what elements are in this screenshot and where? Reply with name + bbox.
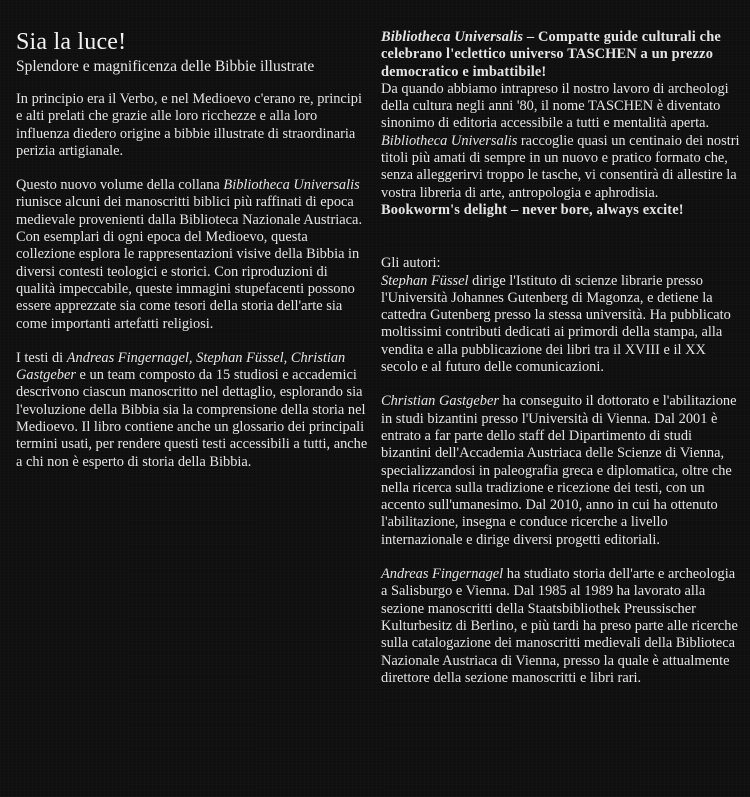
right-column [381, 0, 743, 687]
texts-post: e un team composto da 15 studiosi e accademici descrivono ciascun manoscritto nel dettaglio, esplorando sia l'evoluzione della Bibbia sia la comprensione della storia nel Medioevo. Il libro contiene anche un glossario dei principali termini usati, per rendere questi testi accessibili a tutti, anche a chi non è esperto di storia della Bibbia. [16, 367, 368, 470]
author-name: Christian Gastgeber [381, 393, 499, 410]
author-bio-text: dirige l'Istituto di scienze librarie presso l'Università Johannes Gutenberg di Magonza, e detiene la cattedra Gutenberg presso la stessa università. Ha pubblicato moltissimi contributi dedicati ai primordi della stampa, alla vendita e alla pubblicazione dei libri tra il XVIII e il XX secolo e al futuro delle comunicazioni. [381, 272, 731, 376]
promo-body-post: raccoglie quasi un centinaio dei nostri titoli più amati di sempre in un nuovo e pratico formato che, senza alleggerirvi troppo le tasche, vi consentirà di allestire la vostra libreria di arte, antropologia e aphrodisia. [381, 132, 740, 201]
volume-paragraph [16, 177, 368, 333]
author-name: Andreas Fingernagel [381, 566, 504, 583]
volume-text-pre: Questo nuovo volume della collana [16, 177, 224, 194]
authors-list: Andreas Fingernagel, Stephan Füssel, Christian Gastgeber [16, 349, 346, 384]
author-bio-text: ha studiato storia dell'arte e archeologia a Salisburgo e Vienna. Dal 1985 al 1989 ha lavorato alla sezione manoscritti della Staatsbibliothek Preussischer Kulturbesitz di Berlino, e più tardi ha preso parte alle ricerche sulla catalogazione dei manoscritti medievali della Biblioteca Nazionale Austriaca di Vienna, presso la quale è attualmente direttore della sezione manoscritti e libri rari. [381, 566, 738, 686]
promo-slogan: Bookworm's delight – never bore, always excite! [381, 201, 684, 218]
author-bio-text: ha conseguito il dottorato e l'abilitazione in studi bizantini presso l'Università di Vienna. Dal 2001 è entrato a far parte dello staff del Dipartimento di studi bizantini dell'Accademia Austriaca delle Scienze di Vienna, specializzandosi in paleografia greca e diplomatica, oltre che nella ricerca sulla tradizione e ricezione dei testi, con un accento sull'umanesimo. Dal 2010, anno in cui ha ottenuto l'abilitazione, insegna e conduce ricerche a livello internazionale e dirige diversi progetti editoriali. [381, 393, 737, 548]
author-bio [381, 566, 743, 687]
texts-pre: I testi di [16, 349, 67, 366]
book-title: Sia la luce! [16, 29, 127, 55]
volume-text-post: riunisce alcuni dei manoscritti biblici più raffinati di epoca medievale provenienti dalla Biblioteca Nazionale Austriaca. Con esemplari di ogni epoca del Medioevo, questa collezione esplora le rappresentazioni visive della Bibbia in diversi contesti teologici e storici. Con riproduzioni di qualità impeccabile, queste immagini stupefacenti possono essere apprezzate sia come tesori della storia dell'arte sia come importanti artefatti religiosi. [16, 194, 363, 332]
series-name: Bibliotheca Universalis [223, 177, 360, 194]
promo-body-series: Bibliotheca Universalis [381, 132, 518, 149]
author-bio [381, 273, 743, 377]
intro-paragraph: In principio era il Verbo, e nel Medioevo c'erano re, principi e alti prelati che grazie alle loro ricchezze e alla loro influenza diedero origine a bibbie illustrate di straordinaria perizia artigianale. [16, 91, 362, 159]
promo-paragraph [381, 29, 743, 219]
promo-headline: – Compatte guide culturali che celebrano l'eclettico universo TASCHEN a un prezzo democratico e imbattibile! [381, 29, 721, 80]
authors-heading: Gli autori: [381, 255, 441, 272]
author-bio [381, 393, 743, 549]
texts-paragraph [16, 350, 368, 471]
book-subtitle: Splendore e magnificenza delle Bibbie illustrate [16, 58, 315, 75]
left-column [16, 0, 368, 471]
promo-body-pre: Da quando abbiamo intrapreso il nostro lavoro di archeologi della cultura negli anni '80, il nome TASCHEN è diventato sinonimo di editoria accessibile a tutti e mentalità aperta. [381, 80, 729, 132]
promo-series-name: Bibliotheca Universalis [381, 29, 524, 45]
author-name: Stephan Füssel [381, 272, 469, 289]
